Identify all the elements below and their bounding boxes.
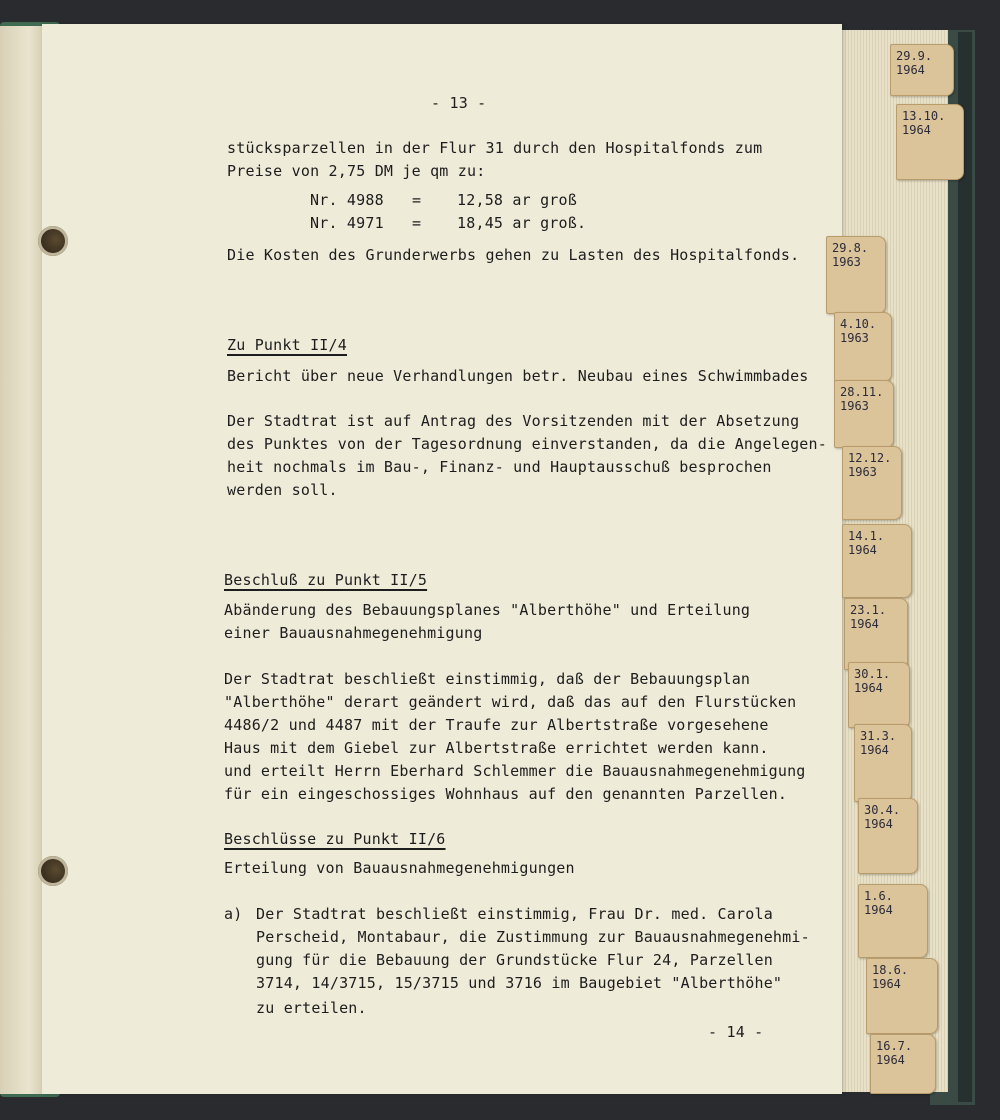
index-tab[interactable]: 29.9. 1964 xyxy=(890,44,954,96)
index-tab[interactable]: 12.12. 1963 xyxy=(842,446,902,520)
page-number: - 13 - xyxy=(431,94,487,112)
costs-line: Die Kosten des Grunderwerbs gehen zu Lasten des Hospitalfonds. xyxy=(227,246,800,264)
index-tab[interactable]: 31.3. 1964 xyxy=(854,724,912,802)
item-a-line-5: zu erteilen. xyxy=(256,999,367,1017)
item-a-line-4: 3714, 14/3715, 15/3715 und 3716 im Baugebiet "Alberthöhe" xyxy=(256,974,783,992)
index-tab[interactable]: 16.7. 1964 xyxy=(870,1034,936,1094)
index-tab[interactable]: 23.1. 1964 xyxy=(844,598,908,670)
intro-line-2: Preise von 2,75 DM je qm zu: xyxy=(227,162,486,180)
parcel-nr-1: Nr. 4988 xyxy=(310,191,384,209)
index-tab[interactable]: 28.11. 1963 xyxy=(834,380,894,448)
body-ii4-2: des Punktes von der Tagesordnung einverstanden, da die Angelegen- xyxy=(227,435,827,453)
parcel-eq-1: = xyxy=(412,191,422,209)
index-tab[interactable]: 30.4. 1964 xyxy=(858,798,918,874)
body-ii5-5: und erteilt Herrn Eberhard Schlemmer die Bauausnahmegenehmigung xyxy=(224,762,806,780)
index-tab[interactable]: 4.10. 1963 xyxy=(834,312,892,382)
parcel-eq-2: = xyxy=(412,214,422,232)
subject-ii4: Bericht über neue Verhandlungen betr. Neubau eines Schwimmbades xyxy=(227,367,809,385)
index-tab[interactable]: 13.10. 1964 xyxy=(896,104,964,180)
heading-ii5: Beschluß zu Punkt II/5 xyxy=(224,571,428,589)
body-ii5-3: 4486/2 und 4487 mit der Traufe zur Albertstraße vorgesehene xyxy=(224,716,769,734)
body-ii5-4: Haus mit dem Giebel zur Albertstraße errichtet werden kann. xyxy=(224,739,769,757)
subject-ii6: Erteilung von Bauausnahmegenehmigungen xyxy=(224,859,575,877)
item-a-line-1: Der Stadtrat beschließt einstimmig, Frau Dr. med. Carola xyxy=(256,905,773,923)
body-ii5-2: "Alberthöhe" derart geändert wird, daß das auf den Flurstücken xyxy=(224,693,797,711)
heading-ii6: Beschlüsse zu Punkt II/6 xyxy=(224,830,446,848)
body-ii4-1: Der Stadtrat ist auf Antrag des Vorsitzenden mit der Absetzung xyxy=(227,412,800,430)
item-a-line-2: Perscheid, Montabaur, die Zustimmung zur Bauausnahmegenehmi- xyxy=(256,928,810,946)
subject-ii5-1: Abänderung des Bebauungsplanes "Alberthöhe" und Erteilung xyxy=(224,601,751,619)
index-tab[interactable]: 29.8. 1963 xyxy=(826,236,886,314)
index-tab[interactable]: 30.1. 1964 xyxy=(848,662,910,728)
binder-ring-top xyxy=(38,226,68,256)
item-a-line-3: gung für die Bebauung der Grundstücke Flur 24, Parzellen xyxy=(256,951,773,969)
index-tab[interactable]: 14.1. 1964 xyxy=(842,524,912,598)
binder-ring-bottom xyxy=(38,856,68,886)
body-ii5-6: für ein eingeschossiges Wohnhaus auf den genannten Parzellen. xyxy=(224,785,788,803)
body-ii4-4: werden soll. xyxy=(227,481,338,499)
parcel-value-1: 12,58 ar groß xyxy=(457,191,577,209)
next-page-marker: - 14 - xyxy=(708,1023,764,1041)
index-tab[interactable]: 18.6. 1964 xyxy=(866,958,938,1034)
body-ii5-1: Der Stadtrat beschließt einstimmig, daß der Bebauungsplan xyxy=(224,670,751,688)
item-a-label: a) xyxy=(224,905,243,923)
index-tab[interactable]: 1.6. 1964 xyxy=(858,884,928,958)
subject-ii5-2: einer Bauausnahmegenehmigung xyxy=(224,624,483,642)
intro-line-1: stücksparzellen in der Flur 31 durch den Hospitalfonds zum xyxy=(227,139,763,157)
heading-ii4: Zu Punkt II/4 xyxy=(227,336,347,354)
parcel-nr-2: Nr. 4971 xyxy=(310,214,384,232)
binder-board-edge xyxy=(958,32,972,1102)
parcel-value-2: 18,45 ar groß. xyxy=(457,214,587,232)
body-ii4-3: heit nochmals im Bau-, Finanz- und Hauptausschuß besprochen xyxy=(227,458,772,476)
